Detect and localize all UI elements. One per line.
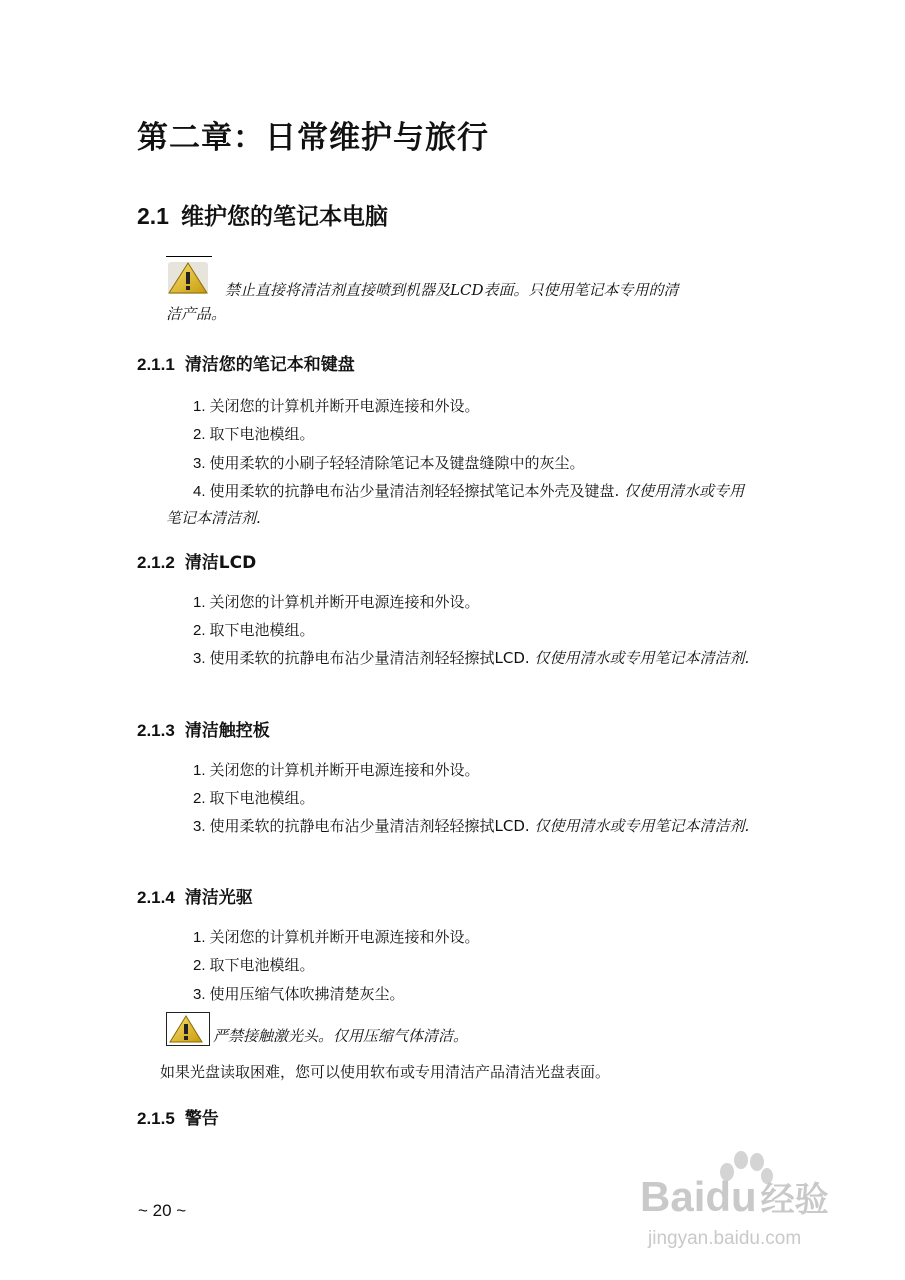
watermark-cn: 经验 — [760, 1181, 829, 1219]
item-text: 取下电池模组。 — [209, 789, 315, 807]
list-item — [193, 924, 480, 951]
list-item — [193, 450, 585, 477]
item-text: 关闭您的计算机并断开电源连接和外设。 — [209, 593, 480, 611]
subsection-number: 2.1.3 — [137, 721, 175, 740]
page-number: ~ 20 ~ — [138, 1201, 187, 1220]
optical-note: 如果光盘读取困难，您可以使用软布或专用清洁产品清洁光盘表面。 — [160, 1063, 611, 1081]
list-item — [166, 813, 756, 840]
item-text: 关闭您的计算机并断开电源连接和外设。 — [209, 397, 480, 415]
subsection-number: 2.1.2 — [137, 553, 175, 572]
item-number: 2. — [193, 790, 206, 807]
watermark-brand-text: Baidu — [640, 1173, 757, 1220]
section-title — [137, 198, 388, 231]
subsection-number: 2.1.5 — [137, 1109, 175, 1128]
item-text: 使用柔软的抗静电布沾少量清洁剂轻轻擦拭笔记本外壳及键盘. — [209, 482, 620, 500]
item-number: 2. — [193, 957, 206, 974]
subsection-heading — [137, 716, 270, 741]
subsection-heading — [137, 883, 253, 908]
warning-icon — [166, 1012, 210, 1046]
item-text: 取下电池模组。 — [209, 956, 315, 974]
item-text: 关闭您的计算机并断开电源连接和外设。 — [209, 928, 480, 946]
list-item — [166, 645, 756, 672]
subsection-heading — [137, 548, 256, 573]
item-number: 1. — [193, 594, 206, 611]
subsection-title: 清洁LCD — [184, 553, 257, 573]
chapter-title: 第二章：日常维护与旅行 — [137, 120, 489, 156]
optical-warning-text: 严禁接触激光头。仅用压缩气体清洁。 — [213, 1027, 469, 1045]
list-item — [193, 617, 315, 644]
subsection-heading — [137, 350, 355, 375]
item-number: 3. — [193, 650, 206, 667]
list-item — [193, 393, 480, 420]
subsection-title: 清洁您的笔记本和键盘 — [184, 355, 355, 375]
subsection-title: 清洁光驱 — [184, 888, 253, 908]
top-warning-line1: 禁止直接将清洁剂直接喷到机器及LCD表面。只使用笔记本专用的清 — [225, 281, 679, 299]
item-text: 取下电池模组。 — [209, 425, 315, 443]
list-item — [193, 589, 480, 616]
item-number: 4. — [193, 483, 206, 500]
section-number: 2.1 — [137, 203, 169, 229]
item-number: 2. — [193, 426, 206, 443]
item-number: 3. — [193, 818, 206, 835]
section-title-text: 维护您的笔记本电脑 — [180, 204, 388, 230]
subsection-title: 清洁触控板 — [184, 721, 270, 741]
item-number: 1. — [193, 398, 206, 415]
item-number: 3. — [193, 986, 206, 1003]
watermark-brand — [640, 1172, 829, 1221]
list-item — [193, 981, 405, 1008]
item-text: 使用压缩气体吹拂清楚灰尘。 — [209, 985, 405, 1003]
subsection-number: 2.1.4 — [137, 888, 175, 907]
item-text: 取下电池模组。 — [209, 621, 315, 639]
item-text: 使用柔软的小刷子轻轻清除笔记本及键盘缝隙中的灰尘。 — [209, 454, 585, 472]
warning-icon — [166, 260, 210, 296]
list-item — [193, 421, 315, 448]
list-item — [193, 757, 480, 784]
subsection-heading — [137, 1104, 219, 1129]
subsection-number: 2.1.1 — [137, 355, 175, 374]
top-warning-line2: 洁产品。 — [166, 305, 227, 323]
watermark-url: jingyan.baidu.com — [648, 1228, 802, 1249]
list-item — [193, 952, 315, 979]
warning-rule — [166, 256, 212, 257]
item-note: 仅使用清水或专用笔记本清洁剂. — [534, 649, 750, 667]
list-item — [193, 785, 315, 812]
item-text: 使用柔软的抗静电布沾少量清洁剂轻轻擦拭LCD. — [209, 649, 530, 667]
watermark — [640, 1150, 870, 1260]
item-number: 3. — [193, 455, 206, 472]
item-text: 关闭您的计算机并断开电源连接和外设。 — [209, 761, 480, 779]
item-text: 使用柔软的抗静电布沾少量清洁剂轻轻擦拭LCD. — [209, 817, 530, 835]
list-item — [166, 478, 756, 532]
item-note: 仅使用清水或专用笔记本清洁剂. — [534, 817, 750, 835]
item-number: 1. — [193, 762, 206, 779]
item-number: 1. — [193, 929, 206, 946]
item-number: 2. — [193, 622, 206, 639]
item-note: 仅使用清水或专用笔记本清洁剂. — [166, 482, 745, 527]
subsection-title: 警告 — [184, 1109, 219, 1129]
